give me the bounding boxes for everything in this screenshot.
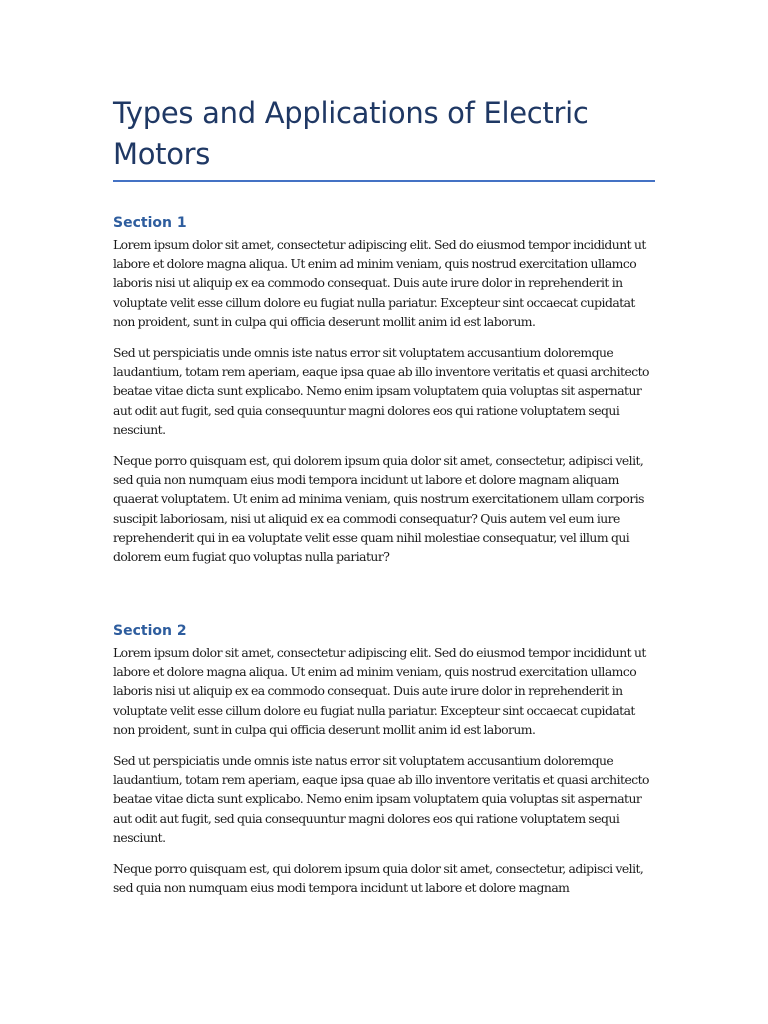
body-paragraph: Lorem ipsum dolor sit amet, consectetur adipiscing elit. Sed do eiusmod tempor incididunt ut labore et dolore magna aliqua. Ut enim ad minim veniam, quis nostrud exercitation ullamco laboris nisi ut aliquip ex ea commodo consequat. Duis aute irure dolor in reprehenderit in voluptate velit esse cillum dolore eu fugiat nulla pariatur. Excepteur sint occaecat cupidatat non proident, sunt in culpa qui officia deserunt mollit anim id est laborum. xyxy=(113,237,646,329)
body-paragraph: Neque porro quisquam est, qui dolorem ipsum quia dolor sit amet, consectetur, adipisci velit, sed quia non numquam eius modi tempora incidunt ut labore et dolore magnam xyxy=(113,861,644,896)
body-paragraph: Sed ut perspiciatis unde omnis iste natus error sit voluptatem accusantium doloremque laudantium, totam rem aperiam, eaque ipsa quae ab illo inventore veritatis et quasi architecto beatae vitae dicta sunt explicabo. Nemo enim ipsam voluptatem quia voluptas sit aspernatur aut odit aut fugit, sed quia consequuntur magni dolores eos qui ratione voluptatem sequi nesciunt. xyxy=(113,345,649,437)
section-1 xyxy=(113,213,658,578)
section-heading: Section 2 xyxy=(113,623,187,639)
body-paragraph: Lorem ipsum dolor sit amet, consectetur adipiscing elit. Sed do eiusmod tempor incididunt ut labore et dolore magna aliqua. Ut enim ad minim veniam, quis nostrud exercitation ullamco laboris nisi ut aliquip ex ea commodo consequat. Duis aute irure dolor in reprehenderit in voluptate velit esse cillum dolore eu fugiat nulla pariatur. Excepteur sint occaecat cupidatat non proident, sunt in culpa qui officia deserunt mollit anim id est laborum. xyxy=(113,645,646,737)
title-divider xyxy=(113,180,655,182)
section-heading: Section 1 xyxy=(113,215,187,231)
body-paragraph: Sed ut perspiciatis unde omnis iste natus error sit voluptatem accusantium doloremque laudantium, totam rem aperiam, eaque ipsa quae ab illo inventore veritatis et quasi architecto beatae vitae dicta sunt explicabo. Nemo enim ipsam voluptatem quia voluptas sit aspernatur aut odit aut fugit, sed quia consequuntur magni dolores eos qui ratione voluptatem sequi nesciunt. xyxy=(113,753,649,845)
section-2 xyxy=(113,621,658,909)
body-paragraph: Neque porro quisquam est, qui dolorem ipsum quia dolor sit amet, consectetur, adipisci velit, sed quia non numquam eius modi tempora incidunt ut labore et dolore magnam aliquam quaerat voluptatem. Ut enim ad minima veniam, quis nostrum exercitationem ullam corporis suscipit laboriosam, nisi ut aliquid ex ea commodi consequatur? Quis autem vel eum iure reprehenderit qui in ea voluptate velit esse quam nihil molestiae consequatur, vel illum qui dolorem eum fugiat quo voluptas nulla pariatur? xyxy=(113,453,644,565)
document-title: Types and Applications of Electric Motors xyxy=(113,96,589,171)
